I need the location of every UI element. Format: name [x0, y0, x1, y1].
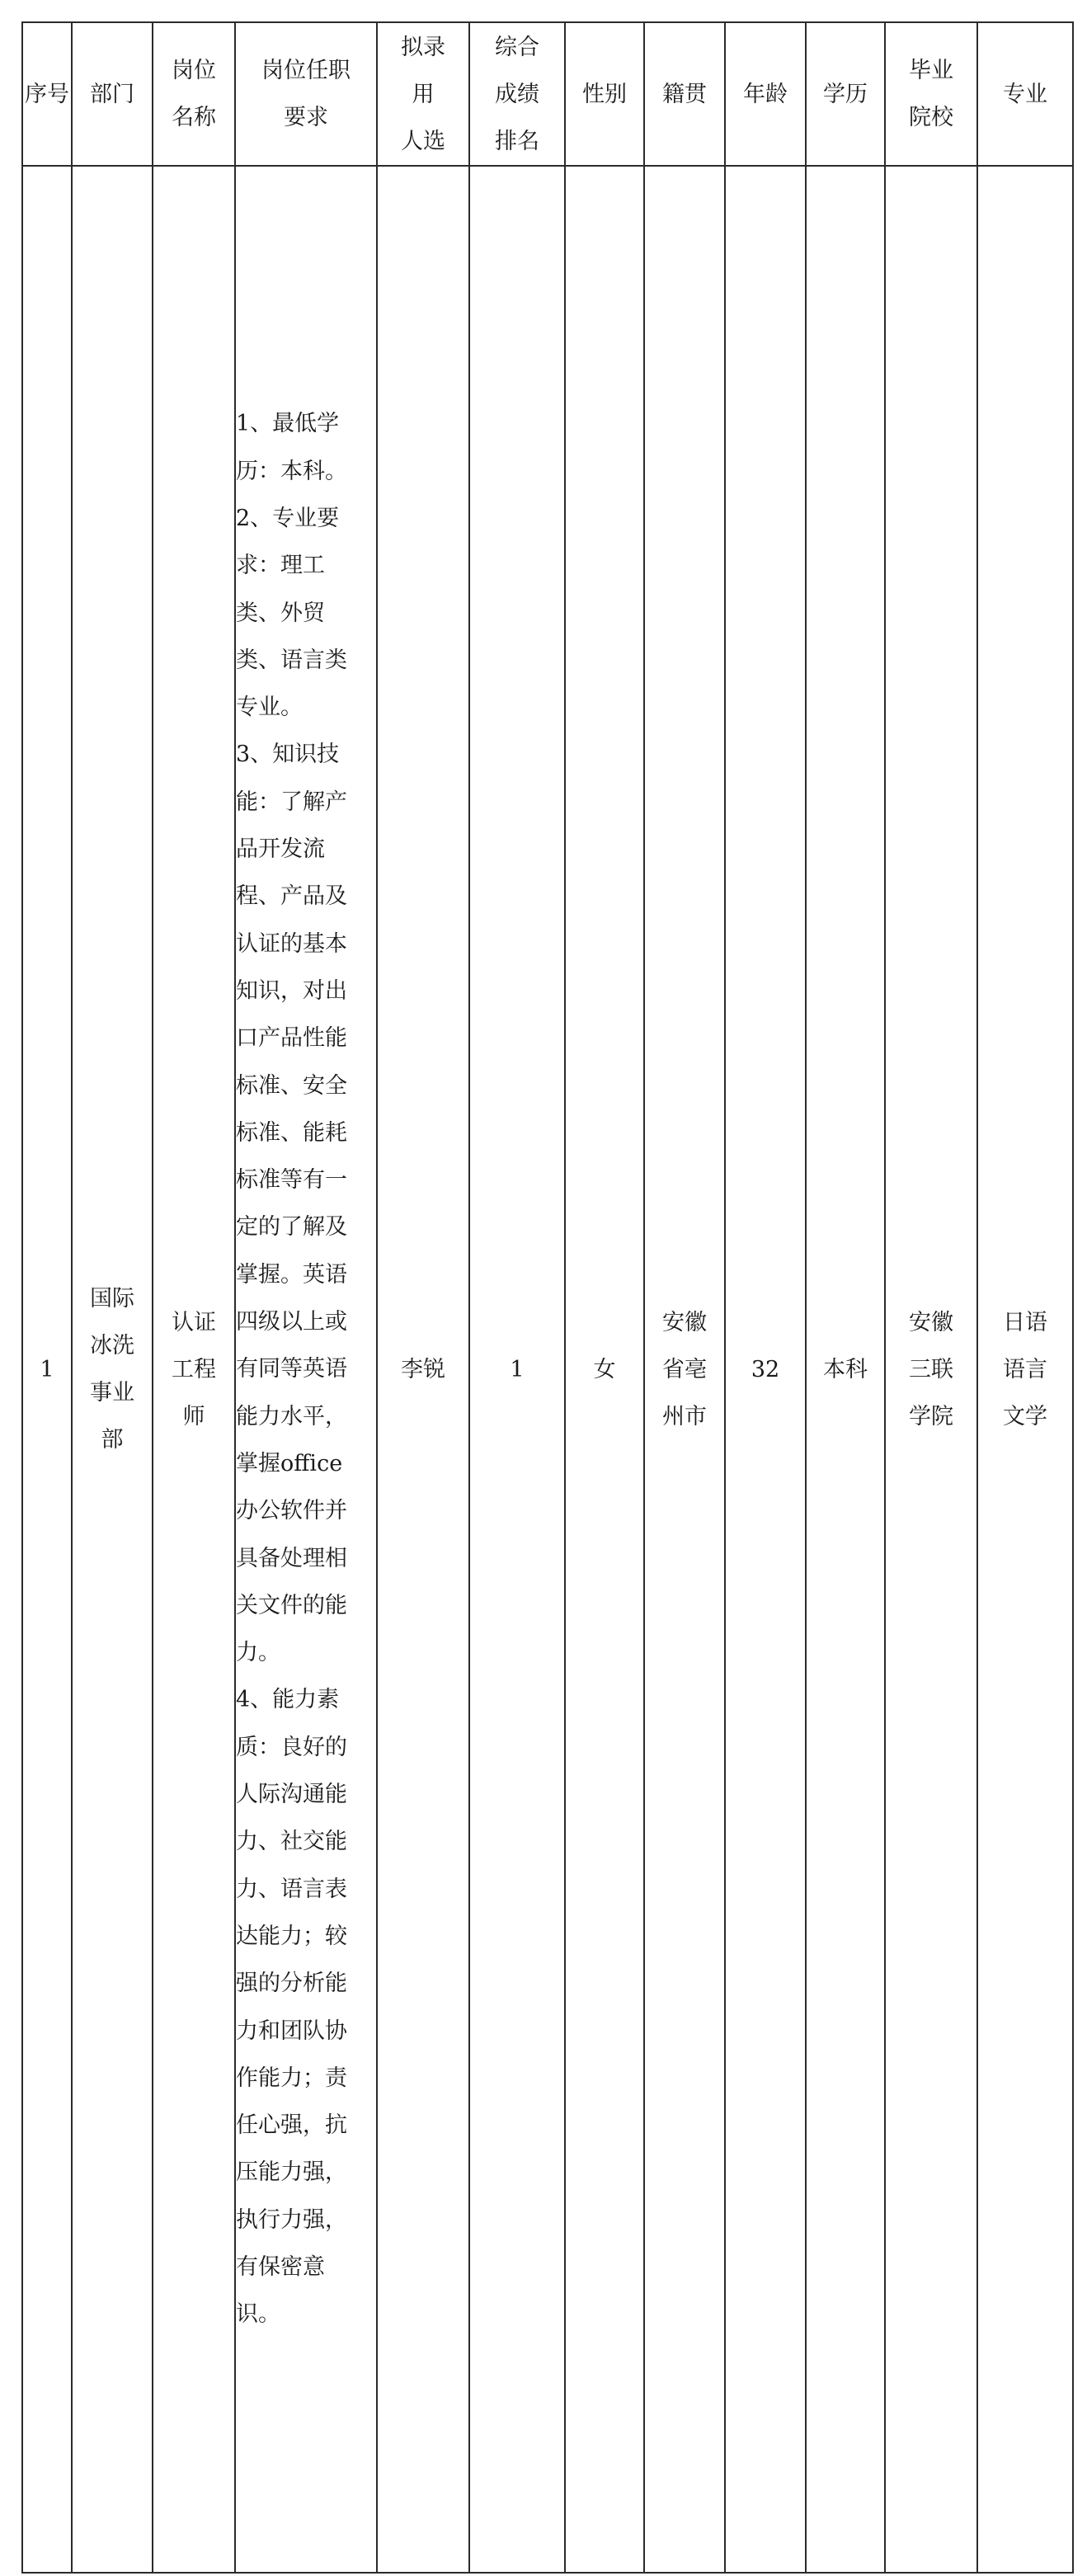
- table-row: [22, 166, 1073, 2573]
- cell-age: 32: [725, 166, 806, 2573]
- cell-requirements: 1、最低学历：本科。 2、专业要求：理工类、外贸类、语言类专业。 3、知识技能：了解产品开发流程、产品及认证的基本知识，对出口产品性能标准、安全标准、能耗标准等有一定的了解及掌握。英语四级以上或有同等英语能力水平，掌握office办公软件并具备处理相关文件的能力。 4、能力素质：良好的人际沟通能力、社交能力、语言表达能力；较强的分析能力和团队协作能力；责任心强，抗压能力强，执行力强，有保密意识。: [235, 166, 377, 2573]
- cell-school: 安徽三联学院: [885, 166, 977, 2573]
- header-index: 序号: [22, 22, 72, 166]
- header-requirements: 岗位任职要求: [235, 22, 377, 166]
- header-education: 学历: [806, 22, 885, 166]
- cell-gender: 女: [565, 166, 644, 2573]
- table-header-row: [22, 22, 1073, 166]
- cell-position-name: 认证工程师: [153, 166, 235, 2573]
- header-position-name: 岗位名称: [153, 22, 235, 166]
- cell-rank: 1: [469, 166, 565, 2573]
- cell-native-place: 安徽省亳州市: [644, 166, 725, 2573]
- cell-education: 本科: [806, 166, 885, 2573]
- cell-major: 日语语言文学: [977, 166, 1073, 2573]
- header-department: 部门: [72, 22, 153, 166]
- cell-index: 1: [22, 166, 72, 2573]
- header-age: 年龄: [725, 22, 806, 166]
- header-gender: 性别: [565, 22, 644, 166]
- cell-department: 国际冰洗事业部: [72, 166, 153, 2573]
- header-major: 专业: [977, 22, 1073, 166]
- header-school: 毕业院校: [885, 22, 977, 166]
- candidate-table: [21, 21, 1074, 2574]
- header-candidate: 拟录用 人选: [377, 22, 469, 166]
- cell-candidate: 李锐: [377, 166, 469, 2573]
- header-rank: 综合成绩排名: [469, 22, 565, 166]
- header-native-place: 籍贯: [644, 22, 725, 166]
